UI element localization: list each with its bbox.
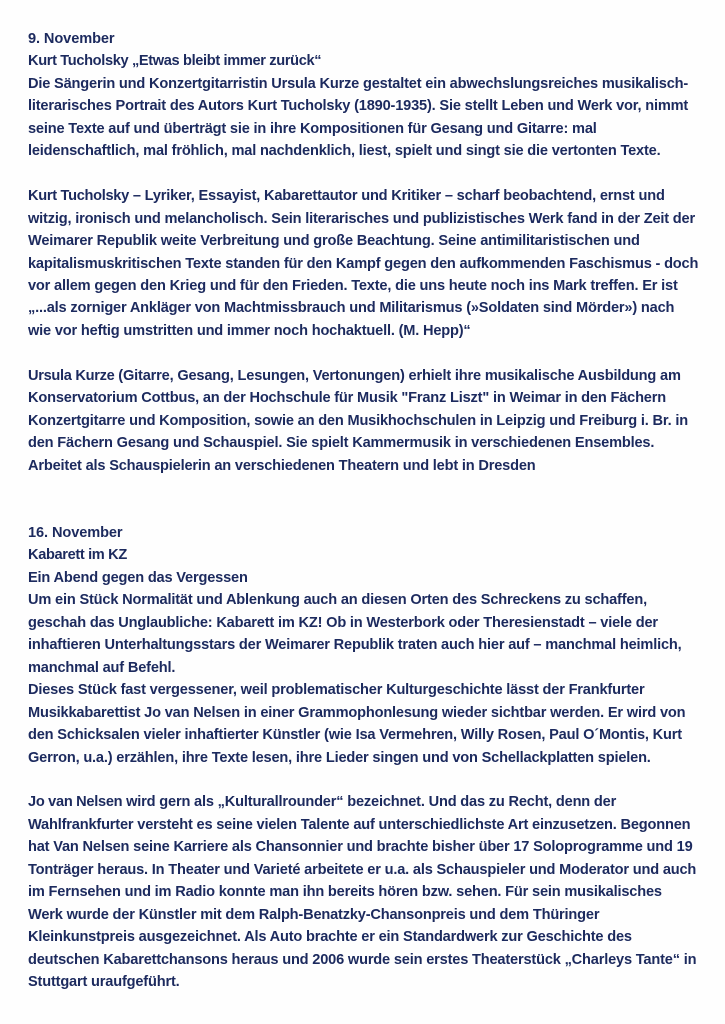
event-2-bio-nelsen-text: wird gern als „Kulturallrounder“ bezeichnet. Und das zu Recht, denn der Wahlfrankfurter versteht es seine vielen Talente auf unterschiedlichste Art einzusetzen. Begonnen hat Van Nelsen seine Karriere als Chansonnier und brachte bisher über 17 Soloprogramme und 19 Tonträger heraus. In Theater und Varieté arbeitete er u.a. als Schauspieler und Moderator und auch im Fernsehen und im Radio konnte man ihn bereits hören bzw. sehen. Für sein musikalisches Werk wurde der Künstler mit dem Ralph-Benatzky-Chansonpreis und dem Thüringer Kleinkunstpreis ausgezeichnet. Als Auto brachte er ein Standardwerk zur Geschichte des deutschen Kabarettchansons heraus und 2006 wurde sein erstes Theaterstück „Charleys Tante“ in Stuttgart uraufgeführt. <box>28 794 697 991</box>
event-2-description-part-one: Um ein Stück Normalität und Ablenkung auch an diesen Orten des Schreckens zu schaffen, geschah das Unglaubliche: Kabarett im KZ! Ob in Westerbork oder Theresienstadt – viele der inhaftieren Unterhaltungsstars der Weimarer Republik traten auch hier auf – manchmal heimlich, manchmal auf Befehl. <box>28 592 682 676</box>
event-2-bio-nelsen <box>28 791 700 993</box>
paragraph-spacer <box>28 163 700 185</box>
event-2-description-part-two: Dieses Stück fast vergessener, weil problematischer Kulturgeschichte lässt der Frankfurter Musikkabarettist Jo van Nelsen in einer Grammophonlesung wieder sichtbar werden. Er wird von den Schicksalen vieler inhaftierter Künstler (wie Isa Vermehren, Willy Rosen, Paul O´Montis, Kurt Gerron, u.a.) erzählen, ihre Texte lesen, ihre Lieder singen und von Schellackplatten spielen. <box>28 682 686 766</box>
event-block-2 <box>28 522 700 994</box>
event-2-subtitle: Ein Abend gegen das Vergessen <box>28 569 248 586</box>
event-2-bio-nelsen-lead: Jo van Nelsen <box>28 794 123 811</box>
event-2-date: 16. November <box>28 525 123 542</box>
event-1-bio-kurze-text: (Gitarre, Gesang, Lesungen, Vertonungen) erhielt ihre musikalische Ausbildung am Konservatorium Cottbus, an der Hochschule für Musik "Franz Liszt" in Weimar in den Fächern Konzertgitarre und Komposition, sowie an den Musikhochschulen in Leipzig und Freiburg i. Br. in den Fächern Gesang und Schauspiel. Sie spielt Kammermusik in verschiedenen Ensembles. Arbeitet als Schauspielerin an verschiedenen Theatern und lebt in Dresden <box>28 367 688 474</box>
event-1-description: Die Sängerin und Konzertgitarristin Ursula Kurze gestaltet ein abwechslungsreiches musikalisch-literarisches Portrait des Autors Kurt Tucholsky (1890-1935). Sie stellt Leben und Werk vor, nimmt seine Texte auf und überträgt sie in ihre Kompositionen für Gesang und Gitarre: mal leidenschaftlich, mal fröhlich, mal nachdenklich, liest, spielt und singt sie die vertonten Texte. <box>28 75 689 160</box>
event-2-title: Kabarett im KZ <box>28 547 127 564</box>
section-spacer <box>28 477 700 522</box>
event-1-bio-tucholsky-lead: Kurt Tucholsky <box>28 188 129 205</box>
event-1-title: Kurt Tucholsky „Etwas bleibt immer zurück“ <box>28 53 322 70</box>
event-1-date: 9. November <box>28 31 115 47</box>
event-1-bio-kurze-lead: Ursula Kurze <box>28 367 115 384</box>
event-1-bio-kurze <box>28 365 700 477</box>
document-body <box>28 28 700 994</box>
event-block-1 <box>28 28 700 477</box>
paragraph-spacer <box>28 769 700 791</box>
event-1-bio-tucholsky <box>28 185 700 342</box>
paragraph-spacer <box>28 342 700 364</box>
event-1-bio-tucholsky-text: – Lyriker, Essayist, Kabarettautor und Kritiker – scharf beobachtend, ernst und witzig, ironisch und melancholisch. Sein literarisches und publizistisches Werk fand in der Zeit der Weimarer Republik weite Verbreitung und große Beachtung. Seine antimilitaristischen und kapitalismuskritischen Texte standen für den Kampf gegen den aufkommenden Faschismus - doch vor allem gegen den Krieg und für den Frieden. Texte, die uns heute noch ins Mark treffen. Er ist „...als zorniger Ankläger von Machtmissbrauch und Militarismus (»Soldaten sind Mörder») nach wie vor heftig umstritten und immer noch hochaktuell. (M. Hepp)“ <box>28 188 699 339</box>
